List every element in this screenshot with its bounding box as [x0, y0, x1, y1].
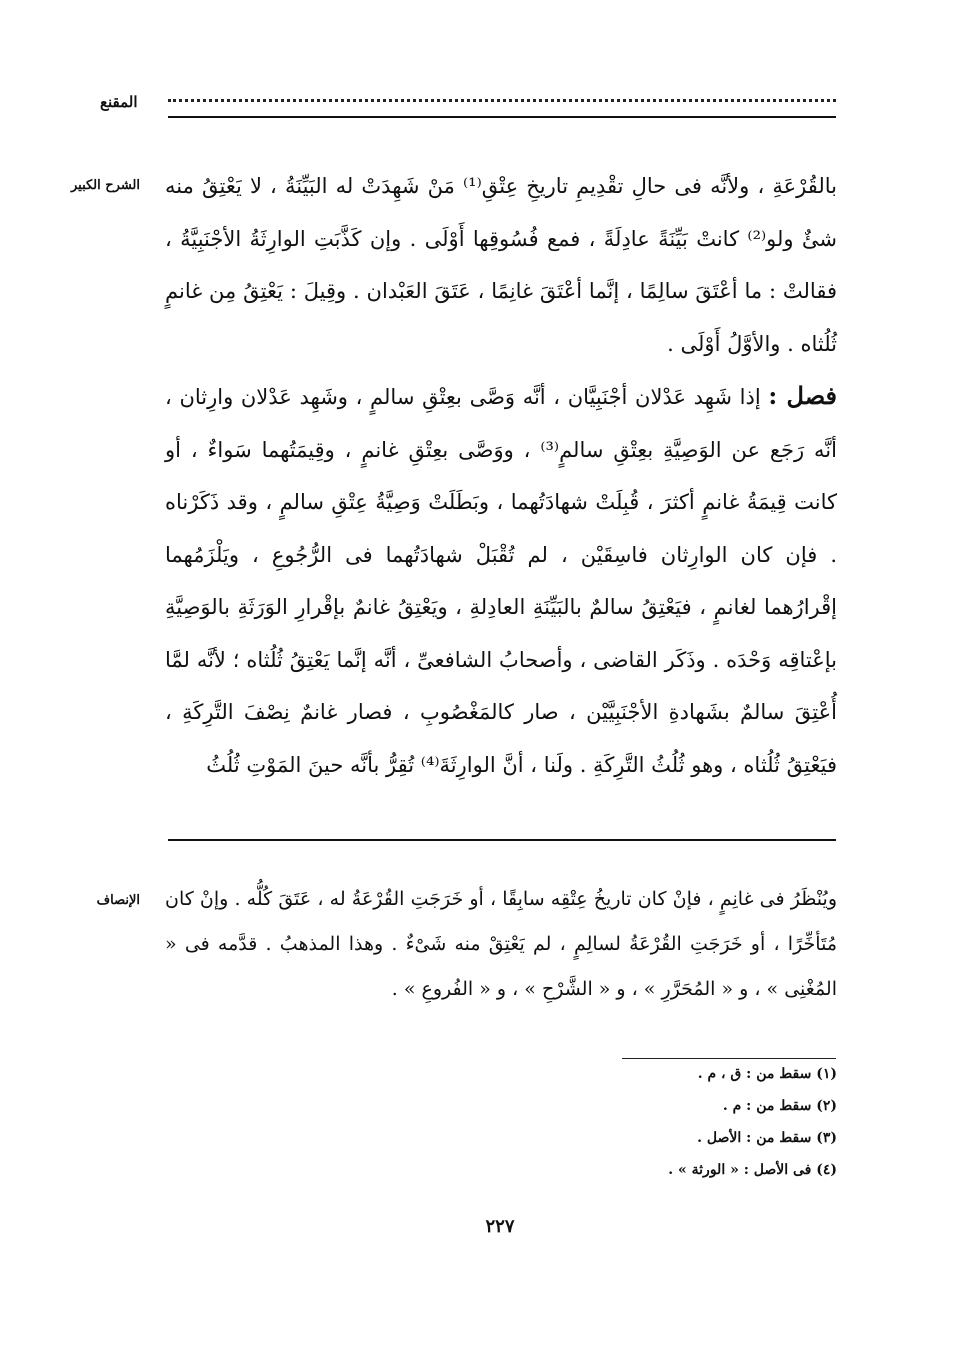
header-dotted-line: [168, 99, 836, 102]
footnotes: [537, 1058, 837, 1186]
footnote: (٤) فى الأصل : « الورثة » .: [668, 1162, 837, 1178]
footnote: (٣) سقط من : الأصل .: [697, 1130, 837, 1146]
header-rule: [168, 116, 836, 118]
fasl-label: فصل :: [768, 381, 837, 410]
footnote: (١) سقط من : ق ، م .: [697, 1066, 837, 1082]
section-separator: [168, 839, 836, 841]
insaf-label: الإنصاف: [96, 893, 140, 908]
sharh-label: الشرح الكبير: [70, 178, 140, 193]
page-number: ٢٢٧: [485, 1216, 515, 1237]
insaf-text: ويُنْظَرُ فى غانِمٍ ، فإنْ كان تاريخُ عِتْقِه سابِقًا ، أو خَرَجَتِ القُرْعَةُ له ، عَتَقَ كُلُّه . وإنْ كان مُتَأخِّرًا ، أو خَرَجَتِ القُرْعَةُ لسالِمٍ ، لم يَعْتِقْ منه شَىْءٌ . وهذا المذهبُ . قدَّمه فى « المُغْنِى » ، و « المُحَرَّرِ » ، و « الشَّرْحِ » ، و « الفُروعِ » .: [165, 888, 837, 1000]
paragraph-2: [165, 370, 837, 791]
paragraph-2-text: إذا شَهِد عَدْلان أجْنَبِيَّان ، أنَّه وَصَّى بعِتْقِ سالمٍ ، وشَهِد عَدْلان وارِثان ، أنَّه رَجَع عن الوَصِيَّةِ بعِتْقِ سالمٍ⁽³⁾ ، ووَصَّى بعِتْقِ غانمٍ ، وقِيمَتُهما سَواءٌ ، أو كانت قِيمَةُ غانمٍ أكثرَ ، قُبِلَتْ شهادَتُهما ، وبَطَلَتْ وَصِيَّةُ عِتْقِ سالمٍ ، وقد ذَكَرْناه . فإن كان الوارِثان فاسِقَيْن ، لم تُقْبَلْ شهادَتُهما فى الرُّجُوعِ ، ويَلْزَمُهما إقْرارُهما لغانمٍ ، فيَعْتِقُ سالمٌ بالبَيِّنَةِ العادِلةِ ، ويَعْتِقُ غانمٌ بإقْرارِ الوَرَثَةِ بالوَصِيَّةِ بإعْتاقِه وَحْدَه . وذَكَر القاضى ، وأصحابُ الشافعىِّ ، أنَّه إنَّما يَعْتِقُ ثُلُثاه ؛ لأنَّه لمَّا أُعْتِقَ سالمٌ بشَهادةِ الأجْنَبِيَّيْن ، صار كالمَغْصُوبِ ، فصار غانمٌ نِصْفَ التَّرِكَةِ ، فيَعْتِقُ ثُلُثاه ، وهو ثُلُثُ التَّرِكَةِ . ولَنا ، أنَّ الوارِثَةَ⁽⁴⁾ تُقِرُّ بأنَّه حينَ المَوْتِ ثُلُثُ: [165, 385, 837, 777]
book-title: المقنع: [100, 93, 138, 111]
footnote: (٢) سقط من : م .: [722, 1098, 837, 1114]
sharh-text: [165, 160, 837, 791]
paragraph-1: بالقُرْعَةِ ، ولأنَّه فى حالِ تقْدِيمِ تاريخِ عِتْقِ⁽¹⁾ مَنْ شَهِدَتْ له البَيِّنَةُ ، لا يَعْتِقُ منه شئٌ ولو⁽²⁾ كانتْ بَيِّنَةً عادِلَةً ، فمع فُسُوقِها أَوْلَى . وإن كَذَّبَتِ الوارِثَةُ الأجْنَبِيَّةُ ، فقالتْ : ما أعْتَقَ سالِمًا ، إنَّما أعْتَقَ غانِمًا ، عَتَقَ العَبْدان . وقِيلَ : يَعْتِقُ مِن غانمٍ ثُلُثاه . والأوَّلُ أَوْلَى .: [165, 174, 837, 356]
